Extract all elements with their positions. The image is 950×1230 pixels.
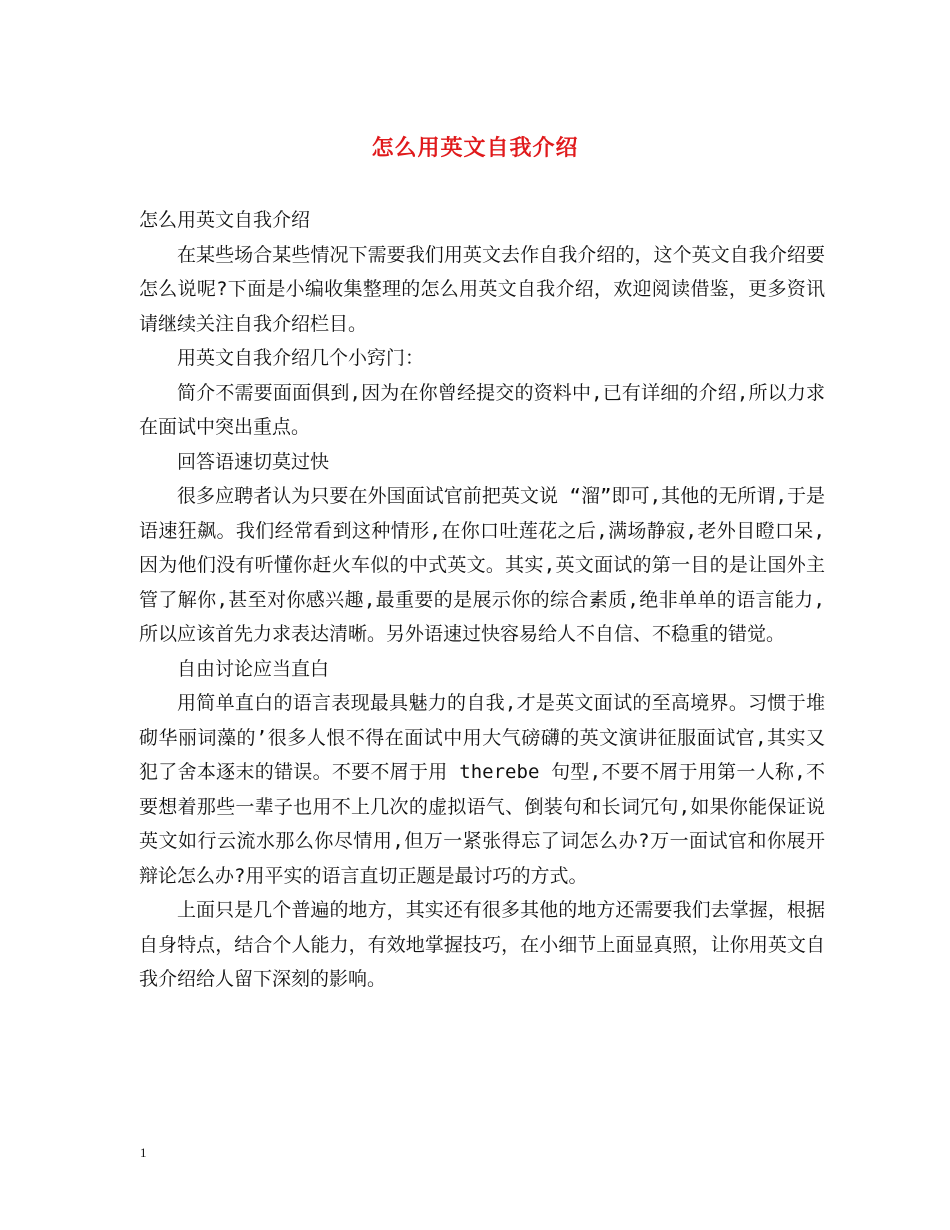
paragraph: 在某些场合某些情况下需要我们用英文去作自我介绍的，这个英文自我介绍要怎么说呢?下面是小编收集整理的怎么用英文自我介绍，欢迎阅读借鉴，更多资讯请继续关注自我介绍栏目。 <box>139 243 825 335</box>
section-heading: 回答语速切莫过快 <box>177 450 330 473</box>
section-heading: 自由讨论应当直白 <box>177 657 330 680</box>
paragraph: 很多应聘者认为只要在外国面试官前把英文说 “溜”即可,其他的无所谓,于是语速狂飙。我们经常看到这种情形,在你口吐莲花之后,满场静寂,老外目瞪口呆,因为他们没有听懂你赶火车似的中式英文。其实,英文面试的第一目的是让国外主管了解你,甚至对你感兴趣,最重要的是展示你的综合素质,绝非单单的语言能力,所以应该首先力求表达清晰。另外语速过快容易给人不自信、不稳重的错觉。 <box>139 485 825 645</box>
paragraph: 上面只是几个普遍的地方，其实还有很多其他的地方还需要我们去掌握，根据自身特点，结合个人能力，有效地掌握技巧，在小细节上面显真照，让你用英文自我介绍给人留下深刻的影响。 <box>139 899 825 990</box>
paragraph: 简介不需要面面俱到,因为在你曾经提交的资料中,已有详细的介绍,所以力求在面试中突出重点。 <box>139 381 825 438</box>
page-number: 1 <box>140 1145 147 1160</box>
paragraph: 用简单直白的语言表现最具魅力的自我,才是英文面试的至高境界。习惯于堆砌华丽词藻的’很多人恨不得在面试中用大气磅礴的英文演讲征服面试官,其实又犯了舍本逐末的错误。不要不屑于用 therebe 句型,不要不屑于用第一人称,不要想着那些一辈子也用不上几次的虚拟语气、倒装句和长词冗句,如果你能保证说英文如行云流水那么你尽情用,但万一紧张得忘了词怎么办?万一面试官和你展开辩论怎么办?用平实的语言直切正题是最讨巧的方式。 <box>139 692 825 887</box>
section-heading: 用英文自我介绍几个小窍门： <box>177 347 425 369</box>
paragraph-heading: 怎么用英文自我介绍 <box>139 209 311 231</box>
document-body <box>139 203 825 997</box>
document-title: 怎么用英文自我介绍 <box>371 135 579 161</box>
